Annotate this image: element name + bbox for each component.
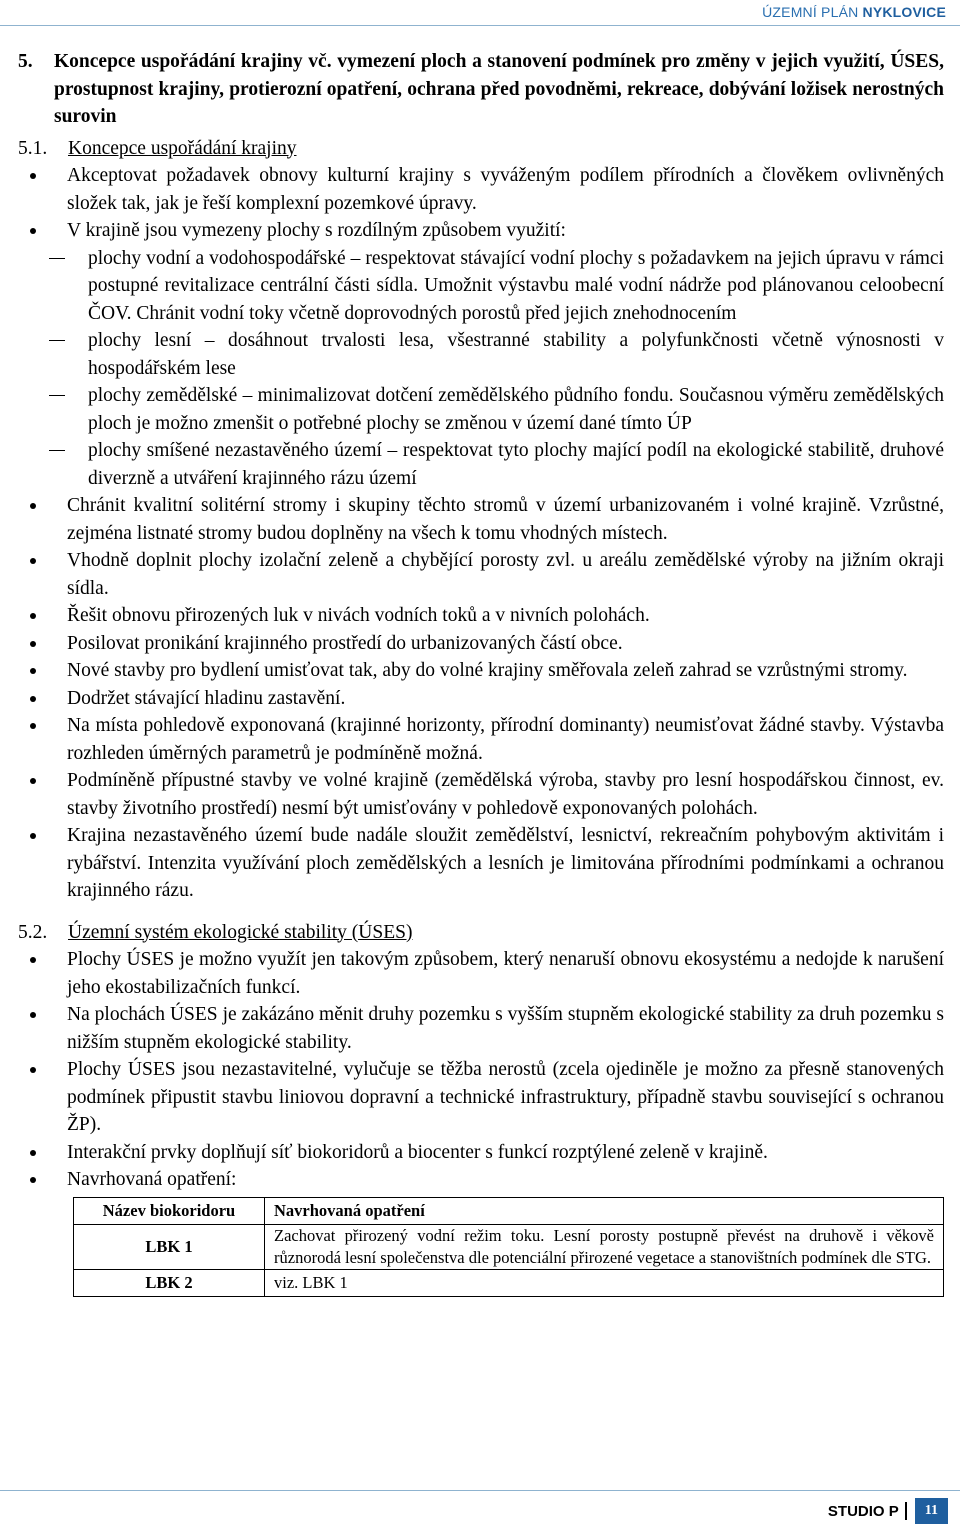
sublist-item: plochy smíšené nezastavěného území – respektovat tyto plochy mající podíl na ekologické stabilitě, druhové diverzně a utváření krajinného rázu území: [67, 437, 944, 492]
sublist-item: plochy lesní – dosáhnout trvalosti lesa, všestranné stability a polyfunkčnosti včetně výnosnosti v hospodářském lese: [67, 327, 944, 382]
list-item: Posilovat pronikání krajinného prostředí do urbanizovaných částí obce.: [18, 630, 944, 658]
list-item-intro: V krajině jsou vymezeny plochy s rozdílným způsobem využití:: [67, 220, 566, 241]
list-item: Řešit obnovu přirozených luk v nivách vodních toků a v nivních polohách.: [18, 602, 944, 630]
table-header-measures: Navrhovaná opatření: [265, 1197, 944, 1224]
table-cell-measure: viz. LBK 1: [265, 1269, 944, 1296]
section-5-title: Koncepce uspořádání krajiny vč. vymezení ploch a stanovení podmínek pro změny v jejich využití, ÚSES, prostupnost krajiny, protierozní opatření, ochrana před povodněmi, rekreace, dobývání ložisek nerostných surovin: [54, 51, 944, 127]
page-footer: [828, 1498, 948, 1524]
table-cell-name: LBK 1: [74, 1224, 265, 1269]
section-51-title: Koncepce uspořádání krajiny: [68, 137, 297, 159]
section-52-number: 5.2.: [18, 921, 48, 943]
page-number: 11: [915, 1498, 948, 1524]
section-51-number: 5.1.: [18, 137, 48, 159]
table-row: [74, 1269, 944, 1296]
list-item: [18, 217, 944, 492]
list-item: Chránit kvalitní solitérní stromy i skupiny těchto stromů v území urbanizovaném i volné krajině. Vzrůstné, zejména listnaté stromy budou doplněny na všech k tomu vhodných místech.: [18, 492, 944, 547]
land-use-sublist: [67, 245, 944, 493]
list-item: Plochy ÚSES jsou nezastavitelné, vylučuje se těžba nerostů (zcela ojediněle je možno za přesně stanovených podmínek připustit stavbu liniovou dopravní a technické infrastruktury, případně stavbu související s ochranou ŽP).: [18, 1056, 944, 1139]
footer-divider: [0, 1490, 960, 1491]
sublist-item: plochy vodní a vodohospodářské – respektovat stávající vodní plochy s požadavkem na jejich úpravu v rámci postupné revitalizace centrální části sídla. Umožnit výstavbu malé vodní nádrže pod plánovanou celoobecní ČOV. Chránit vodní toky včetně doprovodných porostů před jejich znehodnocením: [67, 245, 944, 328]
section-5-number: 5.: [18, 51, 33, 72]
list-item: Krajina nezastavěného území bude nadále sloužit zemědělství, lesnictví, rekreačním pohybovým aktivitám i rybářství. Intenzita využívání ploch zemědělských a lesních je limitována přírodními podmínkami a ochranou krajinného rázu.: [18, 822, 944, 905]
list-item: Dodržet stávající hladinu zastavění.: [18, 685, 944, 713]
list-item: Akceptovat požadavek obnovy kulturní krajiny s vyváženým podílem přírodních a člověkem ovlivněných složek tak, jak je řeší komplexní pozemkové úpravy.: [18, 162, 944, 217]
sublist-item: plochy zemědělské – minimalizovat dotčení zemědělského půdního fondu. Současnou výměru zemědělských ploch je možno zmenšit o potřebné plochy se změnou v území dané tímto ÚP: [67, 382, 944, 437]
list-item: Interakční prvky doplňují síť biokoridorů a biocenter s funkcí rozptýlené zeleně v krajině.: [18, 1139, 944, 1167]
list-item: Plochy ÚSES je možno využít jen takovým způsobem, který nenaruší obnovu ekosystému a nedojde k narušení jeho ekostabilizačních funkcí.: [18, 946, 944, 1001]
table-cell-measure: Zachovat přirozený vodní režim toku. Lesní porosty postupně převést na druhově i věkově různorodá lesní společenstva dle potenciální přirozené vegetace a stanovištních podmínek dle STG.: [265, 1224, 944, 1269]
table-header-name: Název biokoridoru: [74, 1197, 265, 1224]
header-title: [762, 4, 946, 20]
section-51-heading: [18, 135, 944, 163]
footer-separator: [905, 1502, 907, 1520]
section-52-heading: [18, 919, 944, 947]
page-header: [0, 0, 960, 26]
table-header-row: [74, 1197, 944, 1224]
table-row: [74, 1224, 944, 1269]
list-item: Na plochách ÚSES je zakázáno měnit druhy pozemku s vyšším stupněm ekologické stability za druh pozemku s nižším stupněm ekologické stability.: [18, 1001, 944, 1056]
section-52-title: Územní systém ekologické stability (ÚSES): [68, 921, 413, 943]
list-item: Na místa pohledově exponovaná (krajinné horizonty, přírodní dominanty) neumisťovat žádné stavby. Výstavba rozhleden úměrných parametrů je podmíněně možná.: [18, 712, 944, 767]
biocorridor-table: [73, 1197, 944, 1297]
section-51-list: [18, 162, 944, 905]
list-item: Vhodně doplnit plochy izolační zeleně a chybějící porosty zvl. u areálu zemědělské výroby na jižním okraji sídla.: [18, 547, 944, 602]
footer-studio: STUDIO P: [827, 1502, 899, 1520]
document-body: [18, 48, 944, 1297]
list-item: Podmíněně přípustné stavby ve volné krajině (zemědělská výroba, stavby pro lesní hospodářskou činnost, ev. stavby životního prostředí) nesmí být umisťovány v pohledově exponovaných polohách.: [18, 767, 944, 822]
section-52-list: [18, 946, 944, 1194]
table-cell-name: LBK 2: [74, 1269, 265, 1296]
section-5-heading: [18, 48, 944, 131]
list-item: Nové stavby pro bydlení umisťovat tak, aby do volné krajiny směřovala zeleň zahrad se vzrůstnými stromy.: [18, 657, 944, 685]
header-plan-label: ÚZEMNÍ PLÁN: [762, 4, 859, 20]
list-item: Navrhovaná opatření:: [18, 1166, 944, 1194]
header-town: NYKLOVICE: [862, 4, 946, 20]
